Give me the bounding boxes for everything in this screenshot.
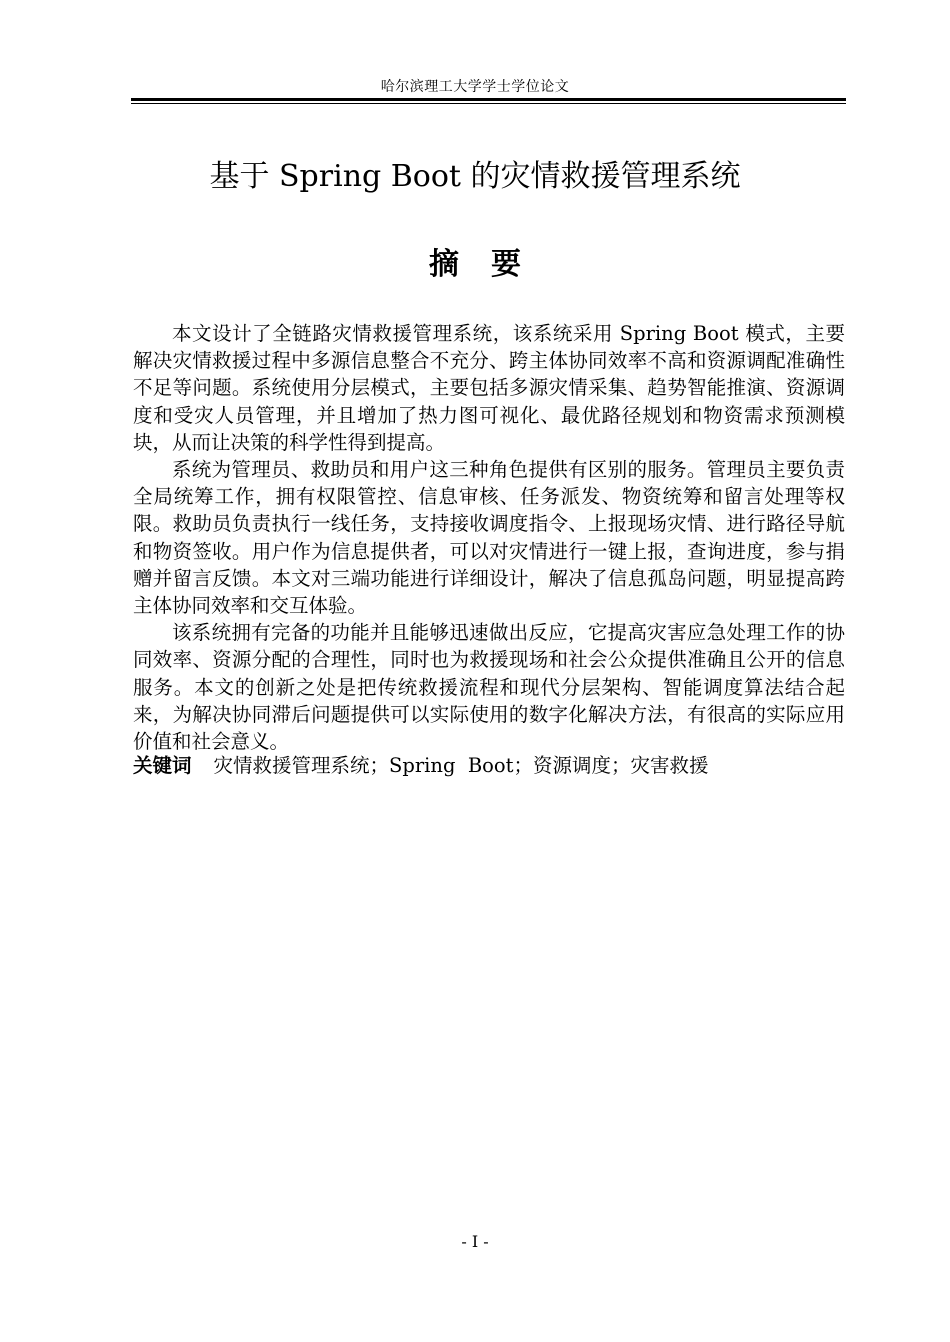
- keywords-text: 灾情救援管理系统；Spring Boot；资源调度；灾害救援: [213, 754, 709, 777]
- abstract-paragraph-3: 该系统拥有完备的功能并且能够迅速做出反应，它提高灾害应急处理工作的协同效率、资源分配的合理性，同时也为救援现场和社会公众提供准确且公开的信息服务。本文的创新之处是把传统救援流程和现代分层架构、智能调度算法结合起来，为解决协同滞后问题提供可以实际使用的数字化解决方法，有很高的实际应用价值和社会意义。: [133, 621, 845, 754]
- abstract-heading: 摘要: [429, 247, 553, 282]
- abstract-paragraph-2: 系统为管理员、救助员和用户这三种角色提供有区别的服务。管理员主要负责全局统筹工作，拥有权限管控、信息审核、任务派发、物资统筹和留言处理等权限。救助员负责执行一线任务，支持接收调度指令、上报现场灾情、进行路径导航和物资签收。用户作为信息提供者，可以对灾情进行一键上报，查询进度，参与捐赠并留言反馈。本文对三端功能进行详细设计，解决了信息孤岛问题，明显提高跨主体协同效率和交互体验。: [133, 458, 845, 618]
- keywords: [133, 752, 845, 779]
- running-header: 哈尔滨理工大学学士学位论文: [380, 79, 570, 95]
- abstract-paragraph-1: 本文设计了全链路灾情救援管理系统，该系统采用 Spring Boot 模式，主要解决灾情救援过程中多源信息整合不充分、跨主体协同效率不高和资源调配准确性不足等问题。系统使用分层模式，主要包括多源灾情采集、趋势智能推演、资源调度和受灾人员管理，并且增加了热力图可视化、最优路径规划和物资需求预测模块，从而让决策的科学性得到提高。: [133, 322, 845, 454]
- keywords-label: 关键词: [133, 754, 192, 777]
- abstract-body: [133, 320, 845, 755]
- paper-title: 基于 Spring Boot 的灾情救援管理系统: [209, 159, 741, 194]
- page-number: - I -: [461, 1232, 489, 1251]
- header-rule: [131, 98, 846, 104]
